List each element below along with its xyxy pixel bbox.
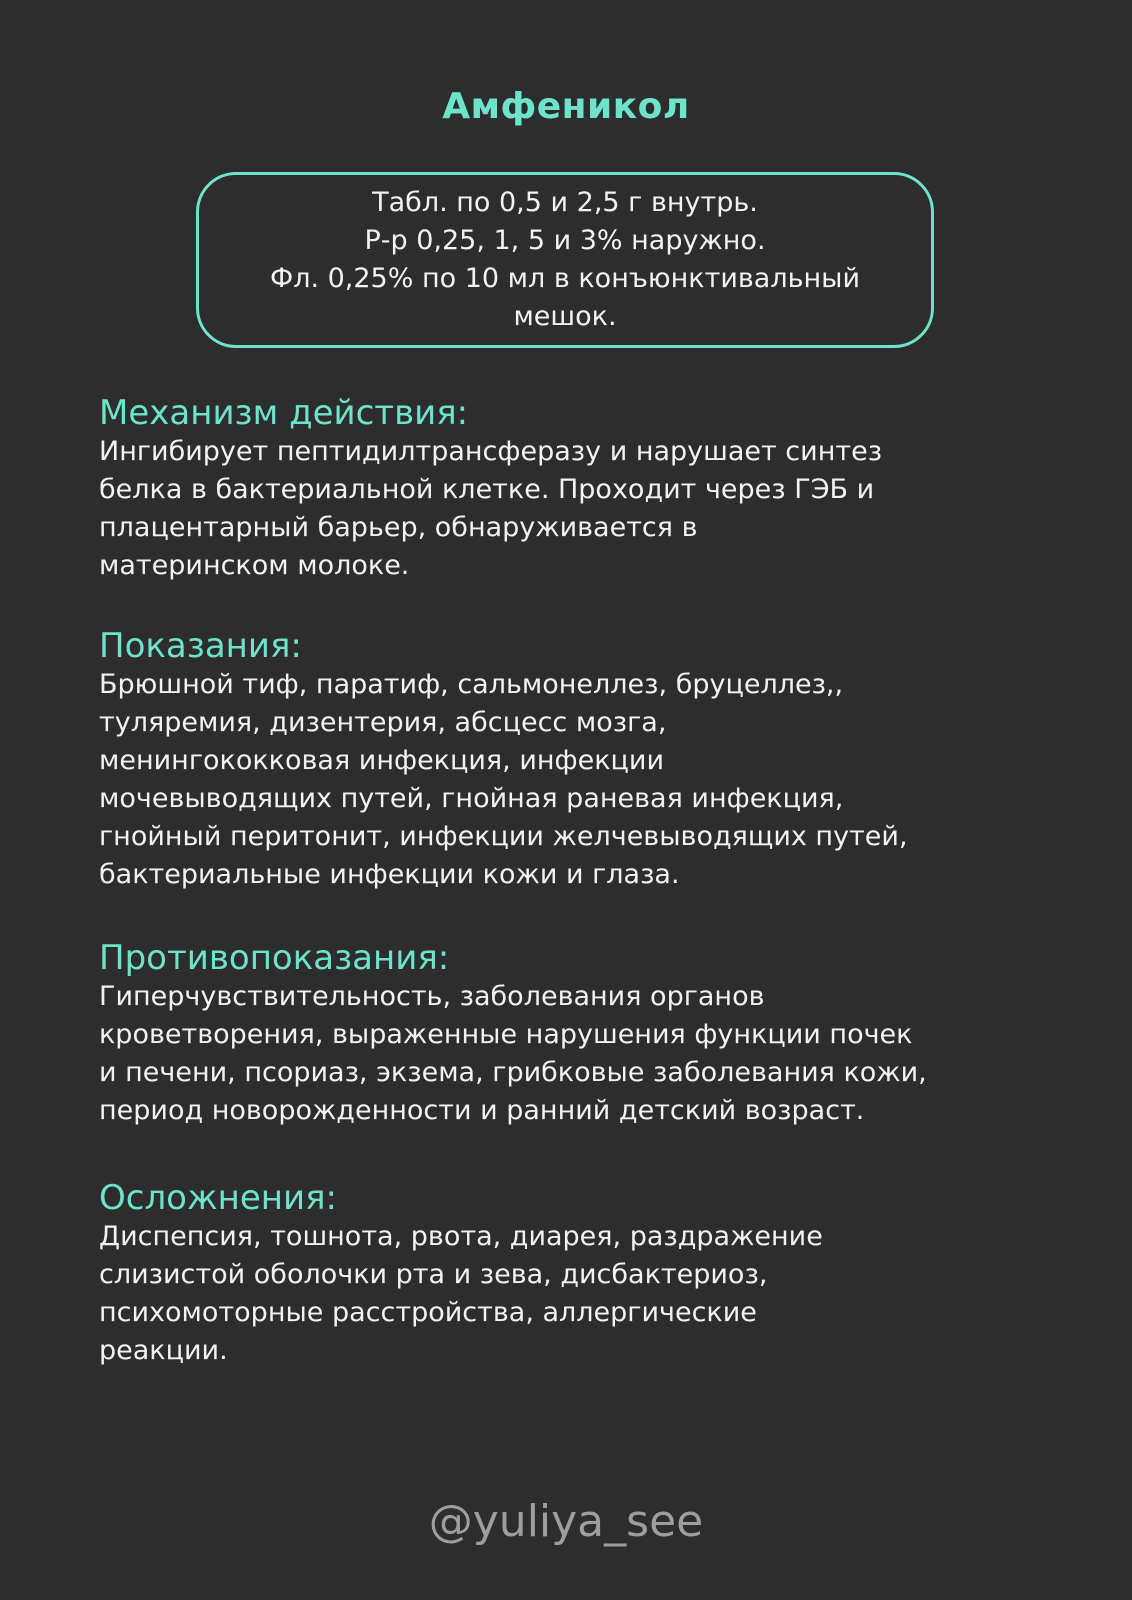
mechanism-line: материнском молоке. bbox=[99, 550, 410, 581]
contraindications-line: период новорожденности и ранний детский возраст. bbox=[99, 1095, 865, 1126]
indications-heading: Показания: bbox=[99, 626, 302, 666]
complications-heading: Осложнения: bbox=[99, 1178, 337, 1218]
contraindications-section bbox=[99, 938, 1039, 1130]
contraindications-line: кроветворения, выраженные нарушения функции почек bbox=[99, 1019, 913, 1050]
indications-line: Брюшной тиф, паратиф, сальмонеллез, бруцеллез,, bbox=[99, 669, 844, 700]
contraindications-heading: Противопоказания: bbox=[99, 938, 450, 978]
contraindications-line: и печени, псориаз, экзема, грибковые заболевания кожи, bbox=[99, 1057, 927, 1088]
dosage-line: Табл. по 0,5 и 2,5 г внутрь. bbox=[372, 187, 758, 218]
indications-line: гнойный перитонит, инфекции желчевыводящих путей, bbox=[99, 821, 908, 852]
complications-section bbox=[99, 1178, 1039, 1370]
author-handle: @yuliya_see bbox=[428, 1496, 704, 1547]
mechanism-line: белка в бактериальной клетке. Проходит через ГЭБ и bbox=[99, 474, 875, 505]
dosage-box bbox=[196, 172, 934, 348]
complications-line: Диспепсия, тошнота, рвота, диарея, раздражение bbox=[99, 1221, 823, 1252]
dosage-line: мешок. bbox=[513, 301, 617, 332]
mechanism-line: Ингибирует пептидилтрансферазу и нарушает синтез bbox=[99, 436, 883, 467]
indications-line: мочевыводящих путей, гнойная раневая инфекция, bbox=[99, 783, 844, 814]
dosage-line: Р-р 0,25, 1, 5 и 3% наружно. bbox=[364, 225, 766, 256]
indications-line: туляремия, дизентерия, абсцесс мозга, bbox=[99, 707, 667, 738]
mechanism-heading: Механизм действия: bbox=[99, 393, 469, 433]
mechanism-section bbox=[99, 393, 1039, 585]
mechanism-line: плацентарный барьер, обнаруживается в bbox=[99, 512, 698, 543]
indications-line: бактериальные инфекции кожи и глаза. bbox=[99, 859, 680, 890]
complications-line: реакции. bbox=[99, 1335, 228, 1366]
complications-line: психомоторные расстройства, аллергические bbox=[99, 1297, 757, 1328]
complications-line: слизистой оболочки рта и зева, дисбактериоз, bbox=[99, 1259, 768, 1290]
dosage-line: Фл. 0,25% по 10 мл в конъюнктивальный bbox=[269, 263, 861, 294]
contraindications-line: Гиперчувствительность, заболевания органов bbox=[99, 981, 765, 1012]
indications-section bbox=[99, 626, 1039, 894]
page-title: Амфеникол bbox=[442, 86, 690, 127]
indications-line: менингококковая инфекция, инфекции bbox=[99, 745, 664, 776]
